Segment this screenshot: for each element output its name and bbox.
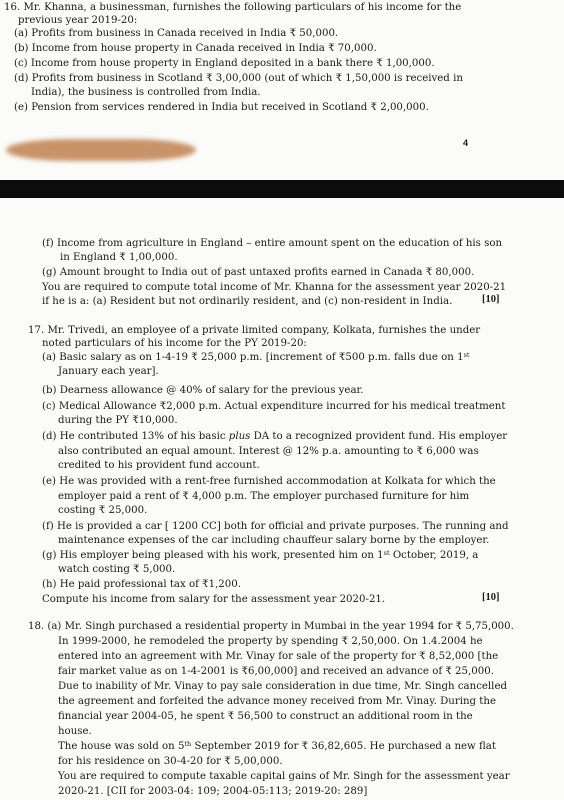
q16-item-f-line-1: (f) Income from agriculture in England – entire amount spent on the education of his son	[42, 238, 503, 249]
q17-item-a-text: (a) Basic salary as on 1-4-19 ₹ 25,000 p.m. [increment of ₹500 p.m. falls due on 1	[42, 352, 464, 363]
q16-intro-line-1: 16. Mr. Khanna, a businessman, furnishes the following particulars of his income for the	[4, 2, 462, 13]
q17-item-e-line-3: costing ₹ 25,000.	[58, 505, 148, 516]
q17-item-d-italic: plus	[228, 431, 251, 442]
q17-item-g-text-a: (g) His employer being pleased with his work, presented him on 1	[42, 550, 384, 561]
q17-item-f-line-1: (f) He is provided a car [ 1200 CC] both for official and private purposes. The running and	[42, 521, 509, 532]
q16-requirement-line-2: if he is a: (a) Resident but not ordinarily resident, and (c) non-resident in India.	[42, 296, 453, 307]
q18-line-6: the agreement and forfeited the advance money received from Mr. Vinay. During the	[58, 696, 496, 707]
q18-line-5: Due to inability of Mr. Vinay to pay sale consideration in due time, Mr. Singh cancelled	[58, 681, 507, 692]
q16-intro-line-2: previous year 2019-20:	[18, 15, 138, 26]
q18-line-9-text-b: September 2019 for ₹ 36,82,605. He purchased a new flat	[191, 741, 496, 752]
q17-item-g-line-2: watch costing ₹ 5,000.	[58, 564, 176, 575]
q17-item-g-text-b: October, 2019, a	[389, 550, 479, 561]
q18-line-4: fair market value as on 1-4-2001 is ₹6,00,000] and received an advance of ₹ 25,000.	[58, 666, 494, 677]
q18-line-10: for his residence on 30-4-20 for ₹ 5,00,000.	[58, 756, 283, 767]
q17-item-a-sup: st	[463, 351, 470, 359]
q18-line-3: entered into an agreement with Mr. Vinay for sale of the property for ₹ 8,52,000 [the	[58, 651, 499, 662]
q18-line-7: financial year 2004-05, he spent ₹ 56,500 to construct an additional room in the	[58, 711, 473, 722]
q17-item-b: (b) Dearness allowance @ 40% of salary for the previous year.	[42, 385, 364, 396]
page-top-fragment	[0, 0, 564, 180]
q17-item-a-line-1	[42, 351, 470, 364]
q18-line-9	[58, 740, 496, 753]
q17-item-g-sup: st	[383, 549, 390, 557]
redaction-smudge	[6, 139, 196, 161]
q18-line-9-sup: th	[184, 740, 192, 748]
q17-item-d-line-1	[42, 430, 507, 443]
q17-item-g-line-1	[42, 549, 478, 562]
page-gap	[0, 180, 564, 198]
q17-requirement: Compute his income from salary for the assessment year 2020-21.	[42, 594, 386, 605]
q17-intro-line-1: 17. Mr. Trivedi, an employee of a private limited company, Kolkata, furnishes the under	[28, 325, 481, 336]
q16-item-a: (a) Profits from business in Canada received in India ₹ 50,000.	[14, 28, 339, 39]
q16-item-c: (c) Income from house property in England deposited in a bank there ₹ 1,00,000.	[14, 58, 435, 69]
q17-marks: [10]	[482, 592, 500, 603]
q18-line-8: house.	[58, 726, 92, 737]
q17-item-d-line-3: credited to his provident fund account.	[58, 460, 260, 471]
q16-item-d-line-1: (d) Profits from business in Scotland ₹ 3,00,000 (out of which ₹ 1,50,000 is received in	[14, 73, 463, 84]
page-number: 4	[463, 138, 469, 148]
q16-item-d-line-2: India), the business is controlled from India.	[31, 87, 261, 98]
q16-item-b: (b) Income from house property in Canada received in India ₹ 70,000.	[14, 43, 377, 54]
page-bottom	[0, 198, 564, 800]
q17-item-d-text-c: DA to a recognized provident fund. His employer	[250, 431, 508, 442]
q16-item-g: (g) Amount brought to India out of past untaxed profits earned in Canada ₹ 80,000.	[42, 267, 475, 278]
q17-item-h: (h) He paid professional tax of ₹1,200.	[42, 579, 241, 590]
q17-item-d-text-a: (d) He contributed 13% of his basic	[42, 431, 229, 442]
q18-line-1: 18. (a) Mr. Singh purchased a residential property in Mumbai in the year 1994 for ₹ 5,75,000.	[28, 621, 514, 632]
q16-item-e: (e) Pension from services rendered in India but received in Scotland ₹ 2,00,000.	[14, 102, 429, 113]
q17-item-e-line-2: employer paid a rent of ₹ 4,000 p.m. The employer purchased furniture for him	[58, 491, 470, 502]
q17-item-c-line-2: during the PY ₹10,000.	[58, 415, 178, 426]
q17-item-d-line-2: also contributed an equal amount. Interest @ 12% p.a. amounting to ₹ 6,000 was	[58, 446, 479, 457]
q16-item-f-line-2: in England ₹ 1,00,000.	[60, 252, 178, 263]
q18-line-12: 2020-21. [CII for 2003-04: 109; 2004-05:113; 2019-20: 289]	[58, 786, 368, 797]
q16-marks: [10]	[482, 294, 500, 305]
q18-line-9-text-a: The house was sold on 5	[58, 741, 185, 752]
q18-line-2: In 1999-2000, he remodeled the property by spending ₹ 2,50,000. On 1.4.2004 he	[58, 636, 483, 647]
q16-requirement-line-1: You are required to compute total income of Mr. Khanna for the assessment year 2020-21	[42, 282, 507, 293]
q17-item-f-line-2: maintenance expenses of the car including chauffeur salary borne by the employer.	[58, 535, 490, 546]
q17-intro-line-2: noted particulars of his income for the PY 2019-20:	[42, 338, 307, 349]
q17-item-c-line-1: (c) Medical Allowance ₹2,000 p.m. Actual expenditure incurred for his medical treatment	[42, 401, 506, 412]
q17-item-a-line-2: January each year].	[58, 366, 159, 377]
q17-item-e-line-1: (e) He was provided with a rent-free furnished accommodation at Kolkata for which the	[42, 476, 496, 487]
q18-line-11: You are required to compute taxable capital gains of Mr. Singh for the assessment year	[58, 771, 510, 782]
